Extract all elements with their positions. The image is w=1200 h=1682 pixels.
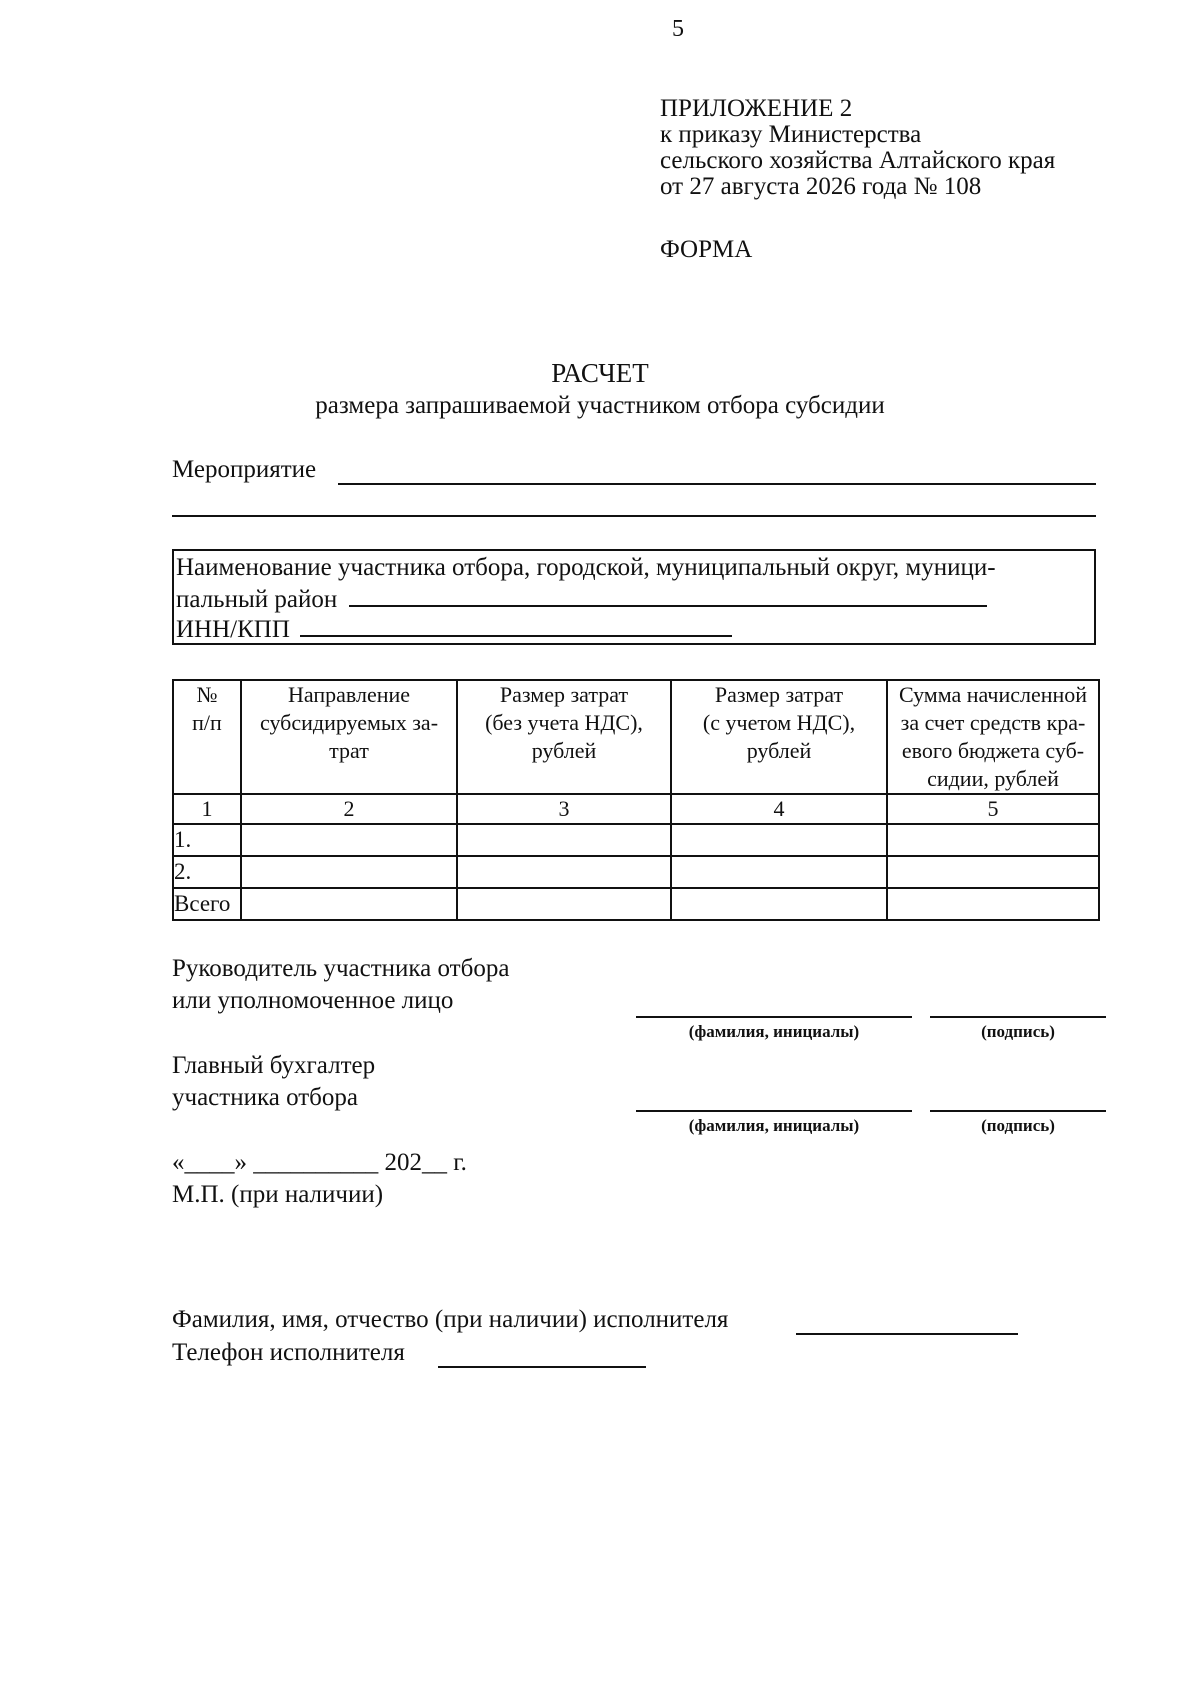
head-name-caption: (фамилия, инициалы) [688,1022,860,1041]
page-number: 5 [672,16,684,42]
row-label: Всего [173,888,241,920]
head-signatory-line-2: или уполномоченное лицо [172,987,454,1014]
head-name-field[interactable] [636,1016,912,1018]
header-cell: Размер затрат (с учетом НДС), рублей [671,680,887,794]
table-cell[interactable] [671,856,887,888]
column-number: 3 [457,794,671,824]
table-cell[interactable] [241,856,457,888]
head-signatory [172,953,509,1017]
column-number-row [173,794,1099,824]
table-cell[interactable] [671,824,887,856]
table-cell[interactable] [241,824,457,856]
executor-phone-field[interactable] [438,1366,646,1368]
table-cell[interactable] [241,888,457,920]
table-header-row [173,680,1099,794]
accountant-line-1: Главный бухгалтер [172,1052,376,1079]
accountant-name-caption: (фамилия, инициалы) [688,1116,860,1135]
table-cell[interactable] [887,824,1099,856]
event-label: Мероприятие [172,456,317,483]
accountant-name-field[interactable] [636,1110,912,1112]
accountant-signature-caption: (подпись) [981,1116,1055,1135]
table-cell[interactable] [887,856,1099,888]
table-cell[interactable] [457,888,671,920]
head-signature-caption: (подпись) [981,1022,1055,1041]
accountant-signatory [172,1050,375,1114]
header-cell: Размер затрат (без учета НДС), рублей [457,680,671,794]
table-cell[interactable] [457,824,671,856]
appendix-header [660,96,1055,200]
row-label: 1. [173,824,241,856]
inn-kpp-field[interactable] [300,613,732,637]
executor-name-field[interactable] [796,1333,1018,1335]
inn-kpp-label: ИНН/КПП [176,616,290,643]
accountant-signature-field[interactable] [930,1110,1106,1112]
executor-name-label: Фамилия, имя, отчество (при наличии) исполнителя [172,1306,729,1333]
calculation-table [172,679,1100,921]
column-number: 4 [671,794,887,824]
participant-box [172,549,1096,645]
table-cell[interactable] [887,888,1099,920]
participant-name-field[interactable] [349,583,987,607]
row-label: 2. [173,856,241,888]
table-cell[interactable] [671,888,887,920]
table-cell[interactable] [457,856,671,888]
column-number: 5 [887,794,1099,824]
table-row-total [173,888,1099,920]
head-signatory-line-1: Руководитель участника отбора [172,955,510,982]
form-label: ФОРМА [660,236,753,263]
document-title: РАСЧЕТ [551,358,649,388]
participant-line-2 [176,583,1094,613]
appendix-title: ПРИЛОЖЕНИЕ 2 [660,95,853,122]
header-cell: Сумма начисленной за счет средств кра- евого бюджета суб- сидии, рублей [887,680,1099,794]
column-number: 1 [173,794,241,824]
date-field[interactable]: «____» __________ 202__ г. [172,1149,467,1176]
head-signature-field[interactable] [930,1016,1106,1018]
stamp-note: М.П. (при наличии) [172,1181,384,1208]
order-line-2: сельского хозяйства Алтайского края [660,147,1056,174]
event-field-continuation[interactable] [172,515,1096,517]
header-cell: № п/п [173,680,241,794]
event-field[interactable] [338,483,1096,485]
district-label: пальный район [176,586,338,613]
order-line-3: от 27 августа 2026 года № 108 [660,173,982,200]
document-subtitle: размера запрашиваемой участником отбора субсидии [315,392,885,419]
executor-phone-label: Телефон исполнителя [172,1339,405,1366]
table-row [173,856,1099,888]
table-row [173,824,1099,856]
column-number: 2 [241,794,457,824]
order-line-1: к приказу Министерства [660,121,922,148]
header-cell: Направление субсидируемых за- трат [241,680,457,794]
participant-line-3 [176,613,1094,643]
accountant-line-2: участника отбора [172,1084,358,1111]
participant-line-1: Наименование участника отбора, городской, муниципальный округ, муници- [176,554,996,581]
